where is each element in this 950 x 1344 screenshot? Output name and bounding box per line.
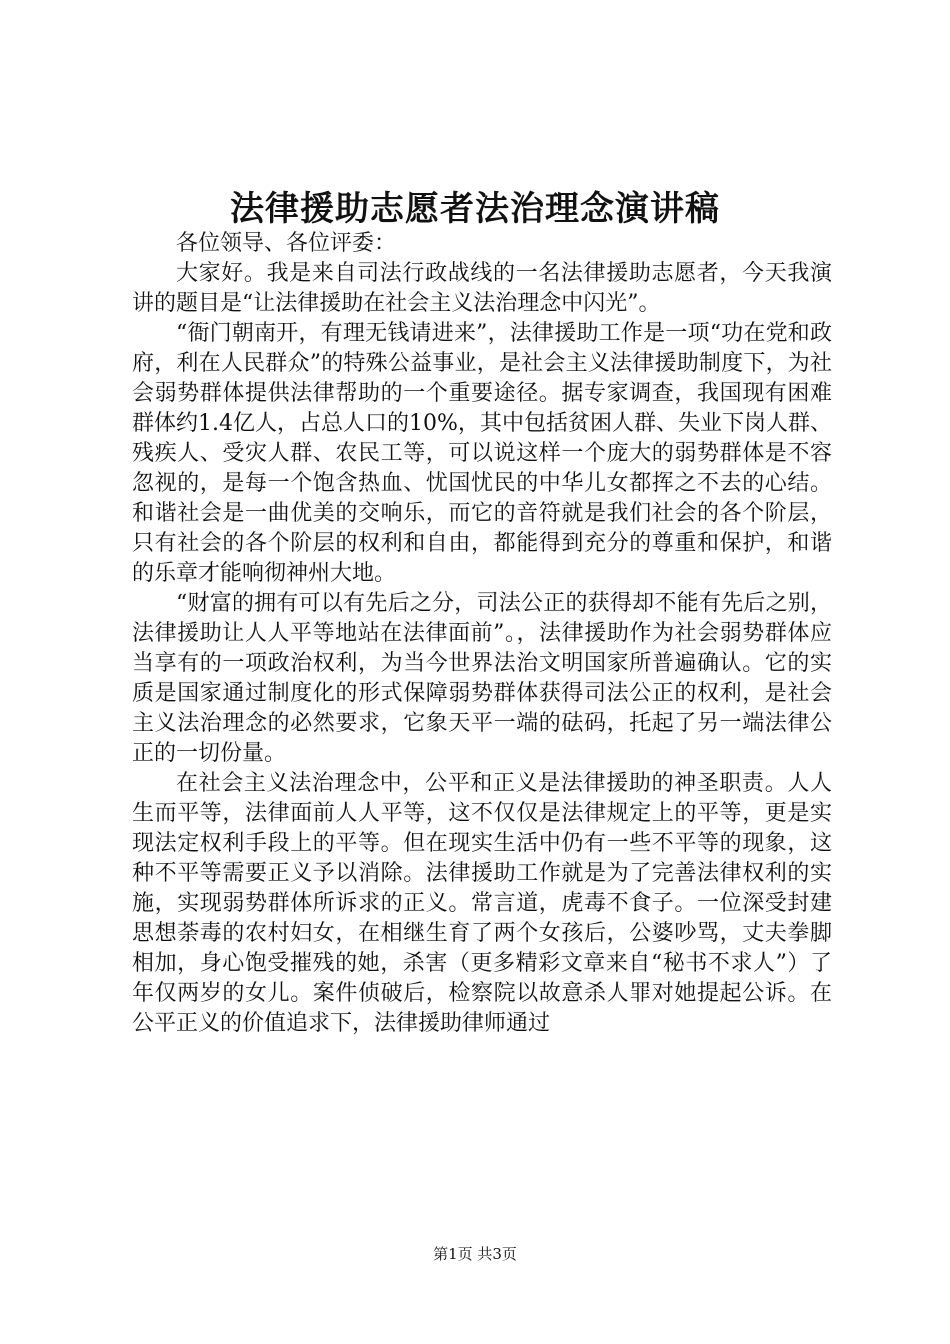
document-body (132, 229, 832, 1039)
salutation-paragraph: 各位领导、各位评委： (176, 231, 397, 256)
body-paragraph: 在社会主义法治理念中，公平和正义是法律援助的神圣职责。人人生而平等，法律面前人人平等，这不仅仅是法律规定上的平等，更是实现法定权利手段上的平等。但在现实生活中仍有一些不平等的现象，这种不平等需要正义予以消除。法律援助工作就是为了完善法律权利的实施，实现弱势群体所诉求的正义。常言道，虎毒不食子。一位深受封建思想荼毒的农村妇女，在相继生育了两个女孩后，公婆吵骂，丈夫拳脚相加，身心饱受摧残的她，杀害（更多精彩文章来自“秘书不求人”）了年仅两岁的女儿。案件侦破后，检察院以故意杀人罪对她提起公诉。在公平正义的价值追求下，法律援助律师通过 (132, 771, 832, 1036)
intro-paragraph: 大家好。我是来自司法行政战线的一名法律援助志愿者，今天我演讲的题目是“让法律援助在社会主义法治理念中闪光”。 (132, 261, 832, 316)
document-title: 法律援助志愿者法治理念演讲稿 (230, 189, 720, 229)
page-number-footer: 第1页 共3页 (433, 1245, 517, 1263)
body-paragraph: “衙门朝南开，有理无钱请进来”，法律援助工作是一项“功在党和政府，利在人民群众”的特殊公益事业，是社会主义法律援助制度下，为社会弱势群体提供法律帮助的一个重要途径。据专家调查，我国现有困难群体约1.4亿人，占总人口的10%，其中包括贫困人群、失业下岗人群、残疾人、受灾人群、农民工等，可以说这样一个庞大的弱势群体是不容忽视的，是每一个饱含热血、忧国忧民的中华儿女都挥之不去的心结。和谐社会是一曲优美的交响乐，而它的音符就是我们社会的各个阶层，只有社会的各个阶层的权利和自由，都能得到充分的尊重和保护，和谐的乐章才能响彻神州大地。 (132, 321, 832, 586)
body-paragraph: “财富的拥有可以有先后之分，司法公正的获得却不能有先后之别，法律援助让人人平等地站在法律面前”。，法律援助作为社会弱势群体应当享有的一项政治权利，为当今世界法治文明国家所普遍确认。它的实质是国家通过制度化的形式保障弱势群体获得司法公正的权利，是社会主义法治理念的必然要求，它象天平一端的砝码，托起了另一端法律公正的一切份量。 (132, 591, 832, 766)
